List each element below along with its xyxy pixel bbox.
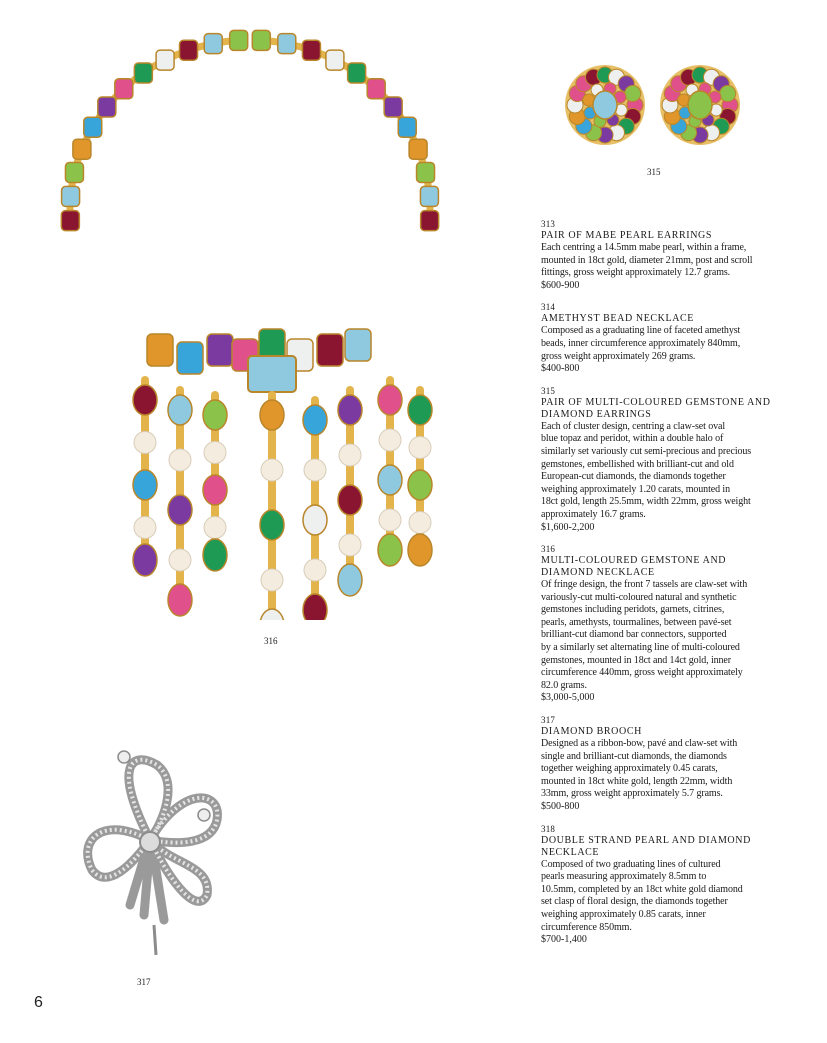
earring-outer-gem [625,86,641,102]
chain-gem [98,97,116,117]
lot-estimate: $400-800 [541,363,580,375]
lot-number: 314 [541,302,556,313]
lot-entry [541,219,776,292]
lot-entry [541,386,776,534]
chain-gem [384,97,402,117]
band-gem [207,334,233,366]
lot-description-line: mounted in 18ct white gold, length 22mm, width [541,775,733,787]
tassel-drop [338,564,362,596]
lot-description-line: blue topaz and peridot, within a double halo of [541,433,724,445]
lot-description-line: variously-cut multi-coloured natural and synthetic [541,591,737,603]
tassel-drop [168,584,192,616]
earring-outer-gem [720,86,736,102]
chain-gem [84,117,102,137]
pearl [204,442,226,464]
lot-description-line: approximately 16.7 grams. [541,508,646,520]
page-number: 6 [34,994,43,1011]
tassel-gem [338,485,362,515]
tassel-gem [378,465,402,495]
earrings-caption: 315 [647,167,661,177]
band-gem [177,342,203,374]
band-gem [345,329,371,361]
lot-description-line: pearls, amethysts, tourmalines, between pavé-set [541,616,732,628]
chain-gem [204,34,222,54]
lot-description-line: Composed as a graduating line of faceted amethyst [541,325,741,337]
lot-title: MULTI-COLOURED GEMSTONE AND DIAMOND NECKLACE [541,555,727,579]
tassel-gem [133,470,157,500]
chain-gem [65,162,83,182]
pearl [379,509,401,531]
lot-number: 318 [541,823,556,834]
chain-gem [421,211,439,231]
lot-estimate: $3,000-5,000 [541,692,595,704]
tassel-gem [260,400,284,430]
tassel-gem [303,405,327,435]
chain-gem [302,40,320,60]
lot-number: 317 [541,715,556,726]
lot-description-line: gemstones, mounted in 18ct and 14ct gold, inner [541,654,731,666]
necklace-photo [40,0,460,620]
lot-entry [541,715,776,814]
lot-description-line: gemstones, embellished with brilliant-cut and old [541,458,734,470]
lot-estimate: $700-1,400 [541,934,587,946]
tassel-gem [378,385,402,415]
lot-title: PAIR OF MABE PEARL EARRINGS [541,230,713,241]
lot-description-line: weighing approximately 0.85 carats, inner [541,908,706,920]
chain-gem [409,139,427,159]
chain-gem [348,63,366,83]
chain-gem [326,50,344,70]
pearl [409,437,431,459]
chain-gem [73,139,91,159]
chain-gem [417,162,435,182]
pearl [339,534,361,556]
chain-gem [230,30,248,50]
lot-description-line: gemstones including peridots, garnets, citrines, [541,604,725,616]
tassel-gem [168,495,192,525]
lot-description-line: together weighing approximately 0.45 carats, [541,763,718,775]
pearl [261,459,283,481]
pearl [379,429,401,451]
lot-entry [541,824,776,947]
tassel-drop [378,534,402,566]
brooch-caption: 317 [137,977,151,987]
lot-description-line: gross weight approximately 269 grams. [541,350,696,362]
tassel-gem [408,395,432,425]
lot-description-line: brilliant-cut diamond bar connectors, supported [541,629,727,641]
lot-title: PAIR OF MULTI-COLOURED GEMSTONE AND DIAMOND EARRINGS [541,396,771,420]
lot-description-line: Composed of two graduating lines of cultured [541,858,721,870]
pearl [304,459,326,481]
lot-estimate: $600-900 [541,279,580,291]
earring-center-gem [688,91,712,119]
lot-description-line: circumference 440mm, gross weight approximately [541,667,743,679]
pearl [409,512,431,534]
tassel-gem [260,510,284,540]
lot-description-line: similarly set variously cut semi-precious and precious [541,445,752,457]
chain-gem [278,34,296,54]
chain-gem [367,79,385,99]
lot-description-line: Each of cluster design, centring a claw-set oval [541,420,726,432]
tassel-drop [133,544,157,576]
band-gem [317,334,343,366]
tassel-gem [338,395,362,425]
brooch-photo [72,745,232,970]
chain-gem [61,211,79,231]
lot-description-line: single and brilliant-cut diamonds, the diamonds [541,750,727,762]
lot-number: 313 [541,219,556,229]
tassel-gem [168,395,192,425]
chain-gem [62,186,80,206]
tassel-drop [203,539,227,571]
chain-gem [115,79,133,99]
chain-gem [398,117,416,137]
catalogue-column [541,219,776,957]
chain-gem [156,50,174,70]
tassel-gem [203,475,227,505]
pearl [204,517,226,539]
pearl [134,432,156,454]
lot-description-line: European-cut diamonds, the diamonds together [541,471,726,483]
lot-description-line: by a similarly set alternating line of multi-coloured [541,642,740,654]
lot-description-line: Of fringe design, the front 7 tassels are claw-set with [541,579,748,591]
tassel-gem [133,385,157,415]
lot-description-line: circumference 850mm. [541,921,632,933]
lot-number: 316 [541,544,556,555]
brooch-illustration [72,745,232,970]
tassel-gem [408,470,432,500]
tassel-drop [260,609,284,620]
earrings-photo [560,55,745,155]
pearl [339,444,361,466]
lot-estimate: $1,600-2,200 [541,521,595,533]
pearl [261,569,283,591]
tassel-drop [303,594,327,620]
lot-title: DIAMOND BROOCH [541,726,642,738]
necklace-caption: 316 [264,636,278,646]
lot-description-line: fittings, gross weight approximately 12.7 grams. [541,267,731,279]
tassel-gem [203,400,227,430]
chain-gem [180,40,198,60]
lot-entry [541,302,776,375]
lot-description-line: Designed as a ribbon-bow, pavé and claw-set with [541,738,738,750]
center-aquamarine [248,356,296,392]
lot-description-line: 10.5mm, completed by an 18ct white gold diamond [541,883,743,895]
pearl [169,449,191,471]
lot-title: AMETHYST BEAD NECKLACE [541,313,695,325]
lot-description-line: 33mm, gross weight approximately 5.7 grams. [541,788,723,800]
lot-description-line: weighing approximately 1.20 carats, mounted in [541,483,730,495]
lot-description-line: set clasp of floral design, the diamonds together [541,896,728,908]
earring-center-gem [593,91,617,119]
lot-number: 315 [541,385,556,396]
chain-gem [134,63,152,83]
lot-description-line: 18ct gold, length 25.5mm, width 22mm, gross weight [541,496,751,508]
tassel-drop [408,534,432,566]
pearl [134,517,156,539]
lot-title: DOUBLE STRAND PEARL AND DIAMOND NECKLACE [541,834,751,858]
lot-entry [541,544,776,705]
chain-gem [252,30,270,50]
lot-description-line: beads, inner circumference approximately 840mm, [541,337,741,349]
lot-description-line: 82.0 grams. [541,679,587,691]
chain-gem [420,186,438,206]
lot-description-line: Each centring a 14.5mm mabe pearl, within a frame, [541,242,747,253]
band-gem [147,334,173,366]
pearl [169,549,191,571]
tassel-gem [303,505,327,535]
lot-estimate: $500-800 [541,801,580,812]
lot-description-line: mounted in 18ct gold, diameter 21mm, post and scroll [541,254,753,266]
pearl [304,559,326,581]
lot-description-line: pearls measuring approximately 8.5mm to [541,871,707,883]
